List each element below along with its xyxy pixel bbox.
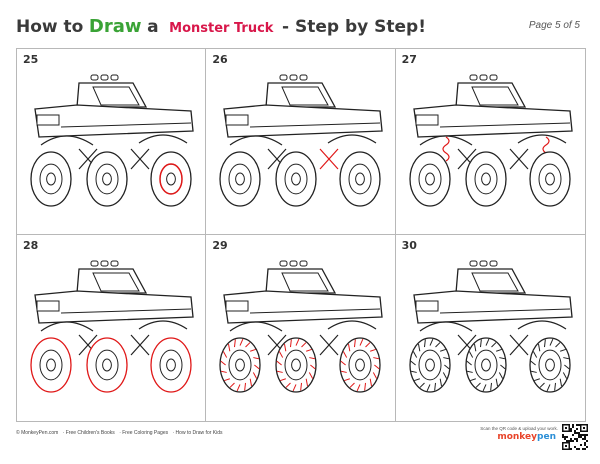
roof-light (290, 261, 297, 266)
roof-light (480, 75, 487, 80)
monster-truck-drawing (400, 251, 580, 411)
tire (31, 338, 71, 392)
truck-body (31, 261, 193, 392)
footer-link-books[interactable]: · Free Children's Books (62, 430, 115, 436)
footer-link-howto[interactable]: · How to Draw for Kids (172, 430, 223, 436)
truck-body (410, 75, 572, 206)
title-part3: a (147, 17, 159, 37)
roof-light (490, 261, 497, 266)
truck-body (410, 261, 572, 392)
step-number: 26 (212, 53, 228, 66)
rear-fender (518, 321, 566, 329)
tire (466, 152, 506, 206)
tire (410, 152, 450, 206)
title-draw: Draw (88, 16, 142, 37)
tire (410, 338, 450, 392)
rear-fender (328, 321, 376, 329)
rear-fender (518, 135, 566, 143)
suspension (131, 149, 149, 169)
grille (37, 115, 59, 125)
tire (220, 338, 260, 392)
monster-truck-drawing (210, 65, 390, 225)
step-cell (206, 49, 395, 235)
step-number: 25 (23, 53, 39, 66)
step-number: 29 (212, 239, 228, 252)
truck-body (31, 75, 193, 206)
step-number: 30 (401, 239, 417, 252)
tire (87, 338, 127, 392)
tire (276, 338, 316, 392)
roof-light (280, 261, 287, 266)
tire (31, 152, 71, 206)
suspension (320, 335, 338, 355)
front-fender (420, 322, 472, 331)
suspension (510, 335, 528, 355)
step-cell (206, 235, 395, 421)
rear-fender (139, 135, 187, 143)
roof-light (480, 261, 487, 266)
brand-part1: monkey (497, 432, 538, 442)
truck-body (220, 75, 382, 206)
roof-light (91, 75, 98, 80)
tire (466, 338, 506, 392)
roof-light (101, 75, 108, 80)
step-cell (396, 49, 585, 235)
tire (220, 152, 260, 206)
tire (340, 338, 380, 392)
front-fender (41, 322, 93, 331)
footer-link-copyright[interactable]: © MonkeyPen.com (16, 430, 59, 436)
roof-light (470, 75, 477, 80)
monster-truck-drawing (21, 65, 201, 225)
tire (87, 152, 127, 206)
step-cell (396, 235, 585, 421)
brand-part2: pen (537, 432, 556, 442)
spring (443, 137, 449, 161)
grille (226, 301, 248, 311)
roof-light (111, 75, 118, 80)
rear-fender (328, 135, 376, 143)
step-number: 27 (401, 53, 417, 66)
grille (37, 301, 59, 311)
monster-truck-drawing (21, 251, 201, 411)
rear-fender (139, 321, 187, 329)
step-cell (17, 49, 206, 235)
tire (151, 338, 191, 392)
truck-body (220, 261, 382, 392)
grille (416, 301, 438, 311)
roof-light (91, 261, 98, 266)
page-indicator: Page 5 of 5 (528, 20, 580, 31)
roof-light (300, 75, 307, 80)
suspension (510, 149, 528, 169)
qr-code-icon[interactable] (562, 424, 588, 450)
footer-link-coloring[interactable]: · Free Coloring Pages (119, 430, 169, 436)
scan-note: Scan the QR code & upload your work. (480, 426, 558, 431)
front-fender (230, 136, 282, 145)
brand-logo (497, 432, 556, 442)
footer-links (16, 430, 226, 436)
monster-truck-drawing (210, 251, 390, 411)
roof-light (101, 261, 108, 266)
step-number: 28 (23, 239, 39, 252)
page-title (16, 16, 426, 37)
tire (340, 152, 380, 206)
suspension (131, 335, 149, 355)
tire (276, 152, 316, 206)
step-cell (17, 235, 206, 421)
roof-light (280, 75, 287, 80)
monster-truck-drawing (400, 65, 580, 225)
title-subject: Monster Truck (169, 21, 274, 36)
title-part4: - Step by Step! (282, 17, 426, 37)
suspension (320, 149, 338, 169)
front-fender (230, 322, 282, 331)
tire (530, 152, 570, 206)
front-fender (41, 136, 93, 145)
title-part1: How to (16, 17, 84, 37)
roof-light (290, 75, 297, 80)
steps-grid (16, 48, 586, 422)
tire (151, 152, 191, 206)
roof-light (300, 261, 307, 266)
grille (416, 115, 438, 125)
grille (226, 115, 248, 125)
roof-light (470, 261, 477, 266)
tire (530, 338, 570, 392)
roof-light (490, 75, 497, 80)
roof-light (111, 261, 118, 266)
